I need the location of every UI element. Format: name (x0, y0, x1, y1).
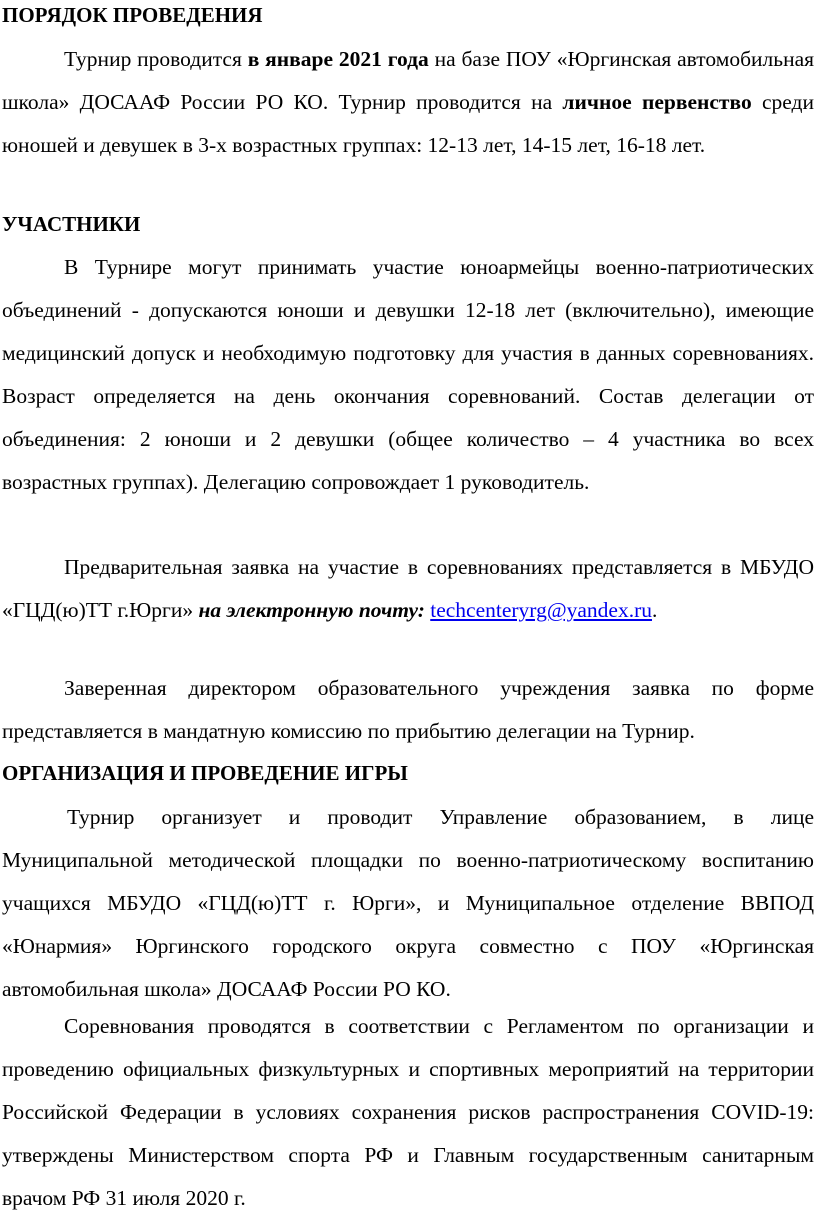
paragraph-certified-application: Заверенная директором образовательного учреждения заявка по форме представляется в мандатную комиссию по прибытию делегации на Турнир. (2, 676, 814, 743)
paragraph-participants: В Турнире могут принимать участие юноармейцы военно-патриотических объединений - допускаются юноши и девушки 12-18 лет (включительно), имеющие медицинский допуск и необходимую подготовку для участия в данных соревнованиях. Возраст определяется на день окончания соревнований. Состав делегации от объединения: 2 юноши и 2 девушки (общее количество – 4 участника во всех возрастных группах). Делегацию сопровождает 1 руководитель. (2, 255, 814, 494)
application-email-label: на электронную почту: (198, 598, 425, 622)
procedure-text-start: Турнир проводится (64, 47, 248, 71)
paragraph-application (2, 546, 814, 632)
heading-procedure: ПОРЯДОК ПРОВЕДЕНИЯ (2, 3, 263, 27)
paragraph-regulations: Соревнования проводятся в соответствии с Регламентом по организации и проведению официальных физкультурных и спортивных мероприятий на территории Российской Федерации в условиях сохранения рисков распространения COVID-19: утверждены Министерством спорта РФ и Главным государственным санитарным врачом РФ 31 июля 2020 г. (2, 1014, 814, 1210)
email-link[interactable]: techcenteryrg@yandex.ru (430, 598, 652, 622)
heading-participants: УЧАСТНИКИ (2, 212, 141, 236)
paragraph-procedure (2, 38, 814, 167)
paragraph-organization: Турнир организует и проводит Управление образованием, в лице Муниципальной методической площадки по военно-патриотическому воспитанию учащихся МБУДО «ГЦД(ю)ТТ г. Юрги», и Муниципальное отделение ВВПОД «Юнармия» Юргинского городского округа совместно с ПОУ «Юргинская автомобильная школа» ДОСААФ России РО КО. (2, 805, 814, 1001)
application-period: . (652, 598, 658, 622)
procedure-text-groups: среди юношей и девушек в 3-х возрастных группах: 12-13 лет, 14-15 лет, 16-18 лет. (2, 90, 814, 157)
procedure-text-venue: на базе ПОУ «Юргинская автомобильная школа» ДОСААФ России РО КО. Турнир проводится на (2, 47, 815, 114)
heading-organization: ОРГАНИЗАЦИЯ И ПРОВЕДЕНИЕ ИГРЫ (2, 761, 408, 785)
application-text: Предварительная заявка на участие в соревнованиях представляется в МБУДО «ГЦД(ю)ТТ г.Юрги» (2, 555, 814, 622)
procedure-date: в январе 2021 года (247, 47, 429, 71)
procedure-format: личное первенство (562, 90, 752, 114)
